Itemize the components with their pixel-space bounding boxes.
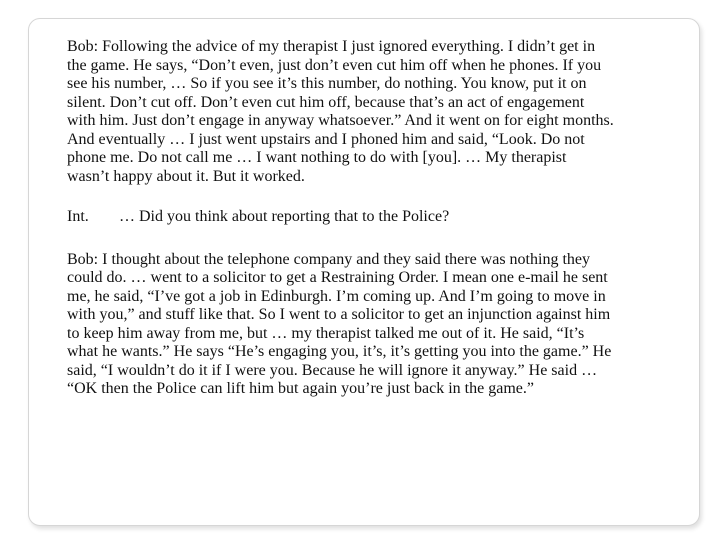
text-line: said, “I wouldn’t do it if I were you. Because he will ignore it anyway.” He said … bbox=[67, 361, 598, 379]
text-line: with him. Just don’t engage in anyway whatsoever.” And it went on for eight months. bbox=[67, 112, 614, 129]
text-line: wasn’t happy about it. But it worked. bbox=[67, 167, 305, 185]
interviewer-question bbox=[67, 208, 689, 227]
text-line: what he wants.” He says “He’s engaging you, it’s, it’s getting you into the game.” He bbox=[67, 343, 612, 360]
text-line: phone me. Do not call me … I want nothing to do with [you]. … My therapist bbox=[67, 149, 567, 166]
text-line: And eventually … I just went upstairs and I phoned him and said, “Look. Do not bbox=[67, 130, 585, 148]
text-line: the game. He says, “Don’t even, just don’t even cut him off when he phones. If you bbox=[67, 56, 602, 74]
text-line: to keep him away from me, but … my therapist talked me out of it. He said, “It’s bbox=[67, 324, 585, 342]
text-line: Bob: I thought about the telephone company and they said there was nothing they bbox=[67, 250, 590, 268]
text-line: could do. … went to a solicitor to get a Restraining Order. I mean one e-mail he sent bbox=[67, 269, 608, 286]
text-line: me, he said, “I’ve got a job in Edinburgh. I’m coming up. And I’m going to move in bbox=[67, 287, 606, 305]
question-text: … Did you think about reporting that to the Police? bbox=[119, 208, 450, 225]
text-line: see his number, … So if you see it’s this number, do nothing. You know, put it on bbox=[67, 75, 587, 92]
text-line: with you,” and stuff like that. So I went to a solicitor to get an injunction against him bbox=[67, 306, 611, 323]
bob-paragraph-1 bbox=[67, 38, 689, 186]
text-line: Bob: Following the advice of my therapist I just ignored everything. I didn’t get in bbox=[67, 38, 596, 55]
transcript-content bbox=[67, 38, 689, 421]
speaker-label: Int. bbox=[67, 208, 89, 225]
bob-paragraph-2 bbox=[67, 251, 689, 399]
text-line: “OK then the Police can lift him but again you’re just back in the game.” bbox=[67, 380, 534, 397]
text-line: silent. Don’t cut off. Don’t even cut him off, because that’s an act of engagement bbox=[67, 93, 585, 111]
